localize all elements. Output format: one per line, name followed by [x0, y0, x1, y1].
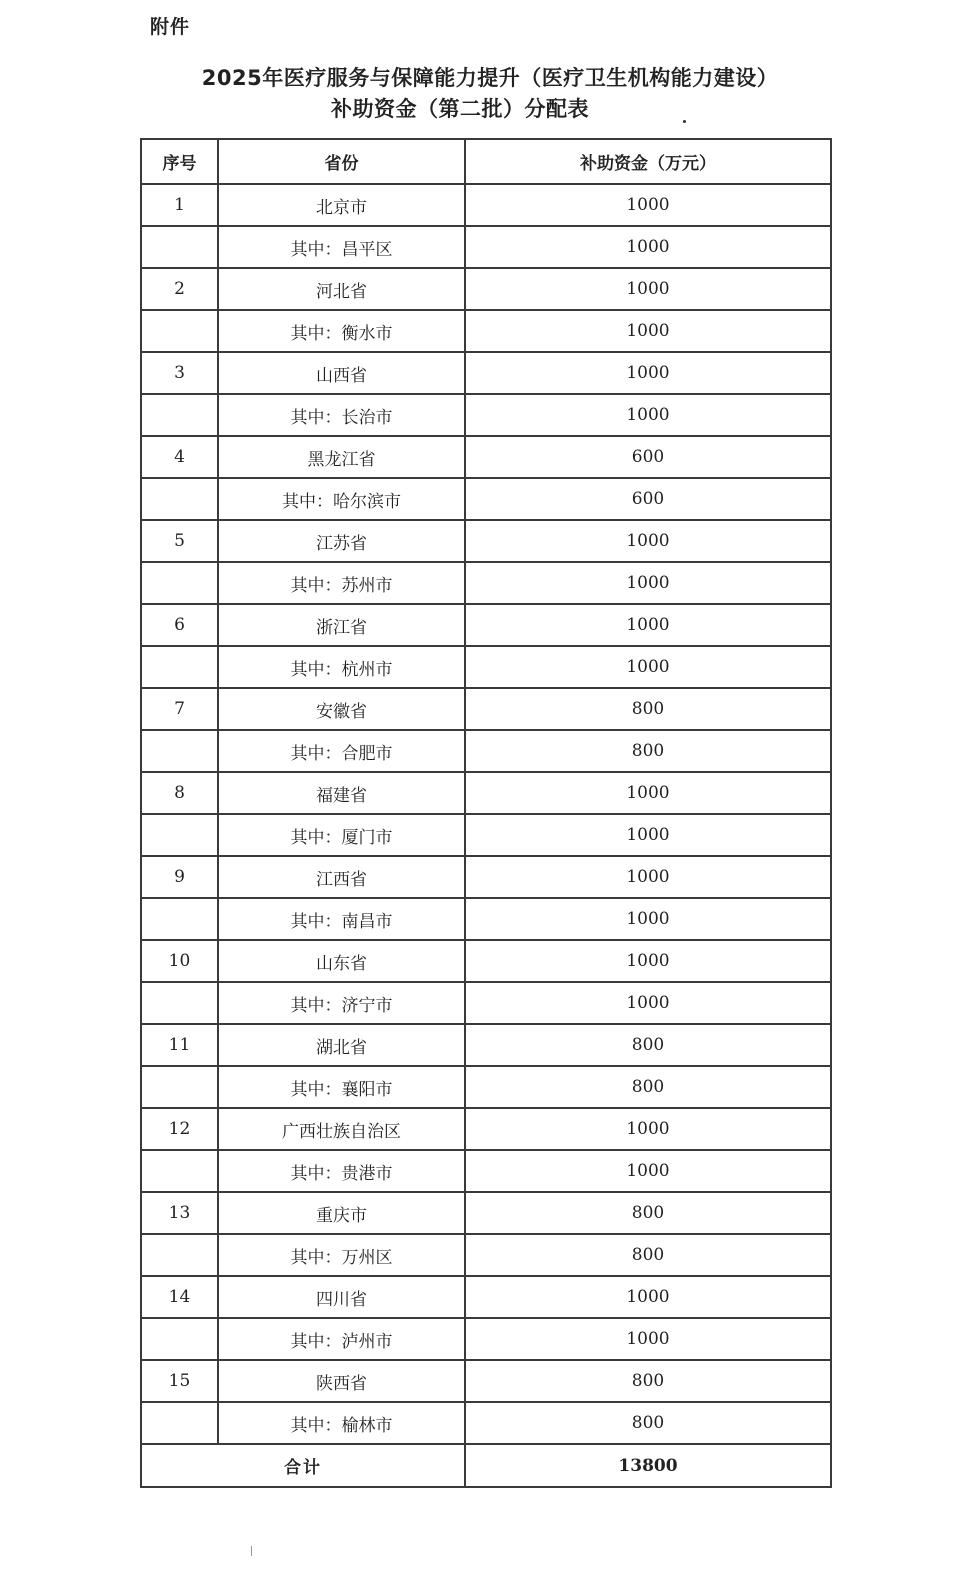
header-serial-number: 序号 [141, 139, 218, 184]
table-row [141, 856, 831, 898]
row-region-name: 其中：杭州市 [218, 646, 465, 688]
row-region-name: 其中：衡水市 [218, 310, 465, 352]
row-serial-number [141, 394, 218, 436]
row-serial-number [141, 562, 218, 604]
row-subsidy-amount: 1000 [465, 772, 831, 814]
table-row [141, 1276, 831, 1318]
row-region-name: 其中：合肥市 [218, 730, 465, 772]
row-serial-number [141, 1318, 218, 1360]
row-subsidy-amount: 1000 [465, 184, 831, 226]
row-region-name: 其中：襄阳市 [218, 1066, 465, 1108]
row-region-name: 广西壮族自治区 [218, 1108, 465, 1150]
row-serial-number [141, 1234, 218, 1276]
row-subsidy-amount: 1000 [465, 268, 831, 310]
row-region-name: 安徽省 [218, 688, 465, 730]
row-region-name: 其中：榆林市 [218, 1402, 465, 1444]
table-row [141, 184, 831, 226]
document-title-line-1: 2025年医疗服务与保障能力提升（医疗卫生机构能力建设） [201, 66, 779, 90]
table-row [141, 1402, 831, 1444]
table-row [141, 1318, 831, 1360]
row-subsidy-amount: 1000 [465, 940, 831, 982]
row-subsidy-amount: 1000 [465, 982, 831, 1024]
row-subsidy-amount: 1000 [465, 394, 831, 436]
row-serial-number: 9 [141, 856, 218, 898]
total-label: 合计 [141, 1444, 465, 1487]
row-region-name: 山东省 [218, 940, 465, 982]
row-subsidy-amount: 1000 [465, 1318, 831, 1360]
row-region-name: 重庆市 [218, 1192, 465, 1234]
row-serial-number: 5 [141, 520, 218, 562]
row-region-name: 湖北省 [218, 1024, 465, 1066]
table-row [141, 1066, 831, 1108]
row-subsidy-amount: 1000 [465, 1276, 831, 1318]
table-row [141, 1150, 831, 1192]
row-region-name: 福建省 [218, 772, 465, 814]
row-serial-number [141, 982, 218, 1024]
row-serial-number: 15 [141, 1360, 218, 1402]
attachment-label: 附件 [150, 16, 191, 38]
row-serial-number [141, 1150, 218, 1192]
row-region-name: 其中：厦门市 [218, 814, 465, 856]
row-serial-number [141, 226, 218, 268]
row-region-name: 其中：贵港市 [218, 1150, 465, 1192]
table-row [141, 982, 831, 1024]
row-subsidy-amount: 1000 [465, 856, 831, 898]
row-subsidy-amount: 1000 [465, 604, 831, 646]
table-row [141, 772, 831, 814]
row-subsidy-amount: 1000 [465, 1150, 831, 1192]
table-body [141, 184, 831, 1444]
row-subsidy-amount: 1000 [465, 520, 831, 562]
table-row [141, 688, 831, 730]
table-row [141, 352, 831, 394]
row-subsidy-amount: 1000 [465, 814, 831, 856]
row-region-name: 其中：万州区 [218, 1234, 465, 1276]
scan-mark [251, 1546, 252, 1556]
row-serial-number [141, 814, 218, 856]
table-row [141, 814, 831, 856]
row-serial-number: 6 [141, 604, 218, 646]
table-row [141, 1234, 831, 1276]
table-row [141, 730, 831, 772]
row-subsidy-amount: 800 [465, 1402, 831, 1444]
table-row [141, 1360, 831, 1402]
table-row [141, 394, 831, 436]
row-serial-number [141, 1066, 218, 1108]
table-row [141, 646, 831, 688]
row-serial-number: 10 [141, 940, 218, 982]
table-row [141, 436, 831, 478]
row-region-name: 其中：苏州市 [218, 562, 465, 604]
row-subsidy-amount: 1000 [465, 562, 831, 604]
table-header-row [141, 139, 831, 184]
table-row [141, 1192, 831, 1234]
row-subsidy-amount: 1000 [465, 898, 831, 940]
row-serial-number [141, 478, 218, 520]
row-serial-number: 7 [141, 688, 218, 730]
document-title-line-2: 补助资金（第二批）分配表 [331, 97, 589, 121]
row-region-name: 江西省 [218, 856, 465, 898]
row-serial-number [141, 1402, 218, 1444]
row-subsidy-amount: 1000 [465, 646, 831, 688]
row-region-name: 其中：昌平区 [218, 226, 465, 268]
row-subsidy-amount: 1000 [465, 310, 831, 352]
row-region-name: 山西省 [218, 352, 465, 394]
row-subsidy-amount: 800 [465, 1192, 831, 1234]
table-row [141, 520, 831, 562]
row-region-name: 其中：哈尔滨市 [218, 478, 465, 520]
row-subsidy-amount: 800 [465, 1066, 831, 1108]
header-province: 省份 [218, 139, 465, 184]
row-serial-number [141, 310, 218, 352]
row-serial-number: 13 [141, 1192, 218, 1234]
row-serial-number: 4 [141, 436, 218, 478]
row-region-name: 四川省 [218, 1276, 465, 1318]
row-subsidy-amount: 1000 [465, 352, 831, 394]
row-serial-number: 8 [141, 772, 218, 814]
row-subsidy-amount: 800 [465, 688, 831, 730]
table-row [141, 226, 831, 268]
row-serial-number: 3 [141, 352, 218, 394]
header-subsidy-amount: 补助资金（万元） [465, 139, 831, 184]
row-subsidy-amount: 800 [465, 730, 831, 772]
table-row [141, 604, 831, 646]
row-subsidy-amount: 600 [465, 436, 831, 478]
table-row [141, 478, 831, 520]
table-row [141, 562, 831, 604]
row-serial-number [141, 730, 218, 772]
row-region-name: 河北省 [218, 268, 465, 310]
table-row [141, 1108, 831, 1150]
total-row [141, 1444, 831, 1487]
row-region-name: 浙江省 [218, 604, 465, 646]
row-subsidy-amount: 800 [465, 1234, 831, 1276]
row-subsidy-amount: 1000 [465, 1108, 831, 1150]
row-serial-number: 12 [141, 1108, 218, 1150]
scan-speck [683, 120, 686, 123]
row-region-name: 其中：长治市 [218, 394, 465, 436]
table-row [141, 268, 831, 310]
table-row [141, 310, 831, 352]
row-serial-number [141, 898, 218, 940]
row-serial-number: 2 [141, 268, 218, 310]
row-serial-number: 14 [141, 1276, 218, 1318]
table-row [141, 898, 831, 940]
row-region-name: 陕西省 [218, 1360, 465, 1402]
row-subsidy-amount: 600 [465, 478, 831, 520]
row-region-name: 北京市 [218, 184, 465, 226]
row-subsidy-amount: 800 [465, 1024, 831, 1066]
total-amount: 13800 [465, 1444, 831, 1487]
row-region-name: 其中：济宁市 [218, 982, 465, 1024]
row-subsidy-amount: 800 [465, 1360, 831, 1402]
row-serial-number: 1 [141, 184, 218, 226]
row-region-name: 其中：南昌市 [218, 898, 465, 940]
row-region-name: 江苏省 [218, 520, 465, 562]
row-serial-number: 11 [141, 1024, 218, 1066]
row-region-name: 黑龙江省 [218, 436, 465, 478]
table-row [141, 940, 831, 982]
row-region-name: 其中：泸州市 [218, 1318, 465, 1360]
allocation-table [140, 138, 832, 1488]
row-serial-number [141, 646, 218, 688]
table-row [141, 1024, 831, 1066]
row-subsidy-amount: 1000 [465, 226, 831, 268]
